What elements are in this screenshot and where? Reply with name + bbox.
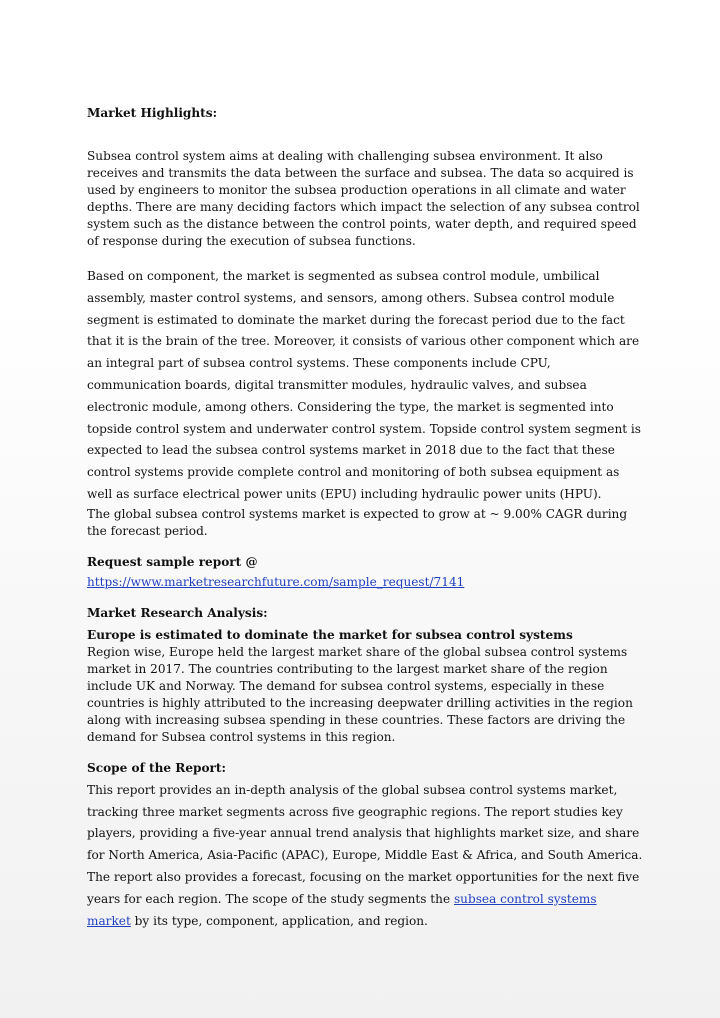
market-highlights-paragraph-2: Based on component, the market is segmented as subsea control module, umbilical assembly, master control systems, and sensors, among others. Subsea control module segment is estimated to dominate the market during the forecast period due to the fact that it is the brain of the tree. Moreover, it consists of various other component which are an integral part of subsea control systems. These components include CPU, communication boards, digital transmitter modules, hydraulic valves, and subsea electronic module, among others. Considering the type, the market is segmented into topside control system and underwater control system. Topside control system segment is expected to lead the subsea control systems market in 2018 due to the fact that these control systems provide complete control and monitoring of both subsea equipment as well as surface electrical power units (EPU) including hydraulic power units (HPU). bbox=[87, 269, 642, 501]
sample-request-label: Request sample report @ bbox=[87, 554, 258, 569]
scope-paragraph bbox=[87, 780, 643, 933]
market-highlights-paragraph-3: The global subsea control systems market is expected to grow at ~ 9.00% CAGR during the forecast period. bbox=[87, 506, 628, 538]
scope-heading: Scope of the Report: bbox=[87, 760, 226, 775]
subsea-control-systems-market-link[interactable]: subsea control systems market bbox=[87, 891, 597, 928]
sample-request-link[interactable]: https://www.marketresearchfuture.com/sample_request/7141 bbox=[87, 574, 465, 589]
market-highlights-paragraph-1: Subsea control system aims at dealing with challenging subsea environment. It also receives and transmits the data between the surface and subsea. The data so acquired is used by engineers to monitor the subsea production operations in all climate and water depths. There are many deciding factors which impact the selection of any subsea control system such as the distance between the control points, water depth, and required speed of response during the execution of subsea functions. bbox=[87, 149, 640, 248]
research-analysis-subheading: Europe is estimated to dominate the market for subsea control systems bbox=[87, 627, 573, 642]
research-analysis-heading: Market Research Analysis: bbox=[87, 605, 268, 620]
sample-request-link-line bbox=[87, 572, 643, 593]
research-analysis-paragraph: Region wise, Europe held the largest market share of the global subsea control systems market in 2017. The countries contributing to the largest market share of the region include UK and Norway. The demand for subsea control systems, especially in these countries is highly attributed to the increasing deepwater drilling activities in the region along with increasing subsea spending in these countries. These factors are driving the demand for Subsea control systems in this region. bbox=[87, 644, 633, 744]
scope-text-before-link: This report provides an in-depth analysis of the global subsea control systems market, tracking three market segments across five geographic regions. The report studies key players, providing a five-year annual trend analysis that highlights market size, and share for North America, Asia-Pacific (APAC), Europe, Middle East & Africa, and South America. The report also provides a forecast, focusing on the market opportunities for the next five years for each region. The scope of the study segments the bbox=[87, 782, 643, 906]
market-highlights-heading: Market Highlights: bbox=[87, 106, 218, 120]
scope-text-after-link: by its type, component, application, and region. bbox=[130, 913, 428, 928]
document-body bbox=[87, 105, 643, 932]
